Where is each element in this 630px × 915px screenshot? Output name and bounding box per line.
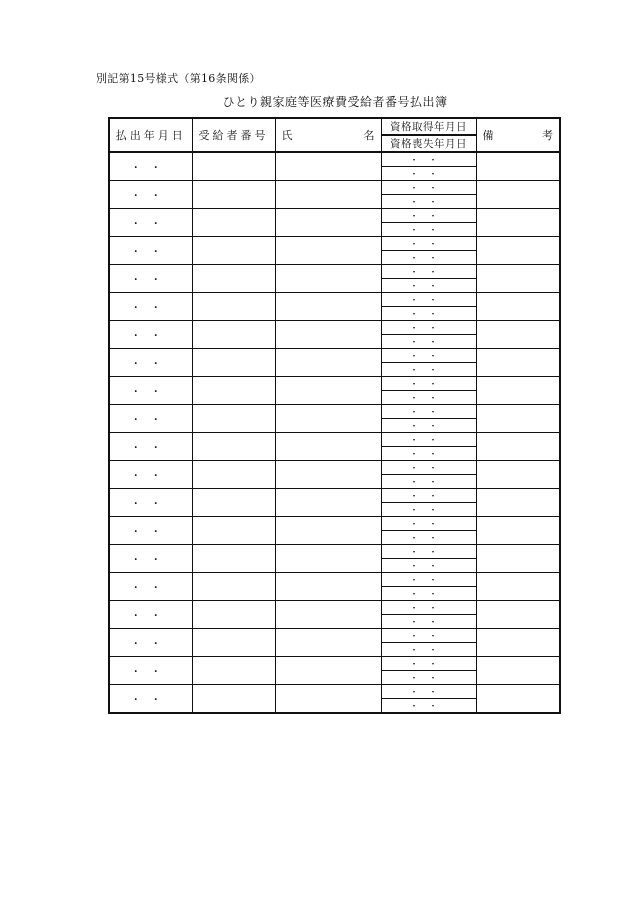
- recipient-number-cell: [192, 601, 275, 629]
- header-remarks-left: 備: [482, 129, 494, 142]
- qualification-acquired-cell: ・・: [381, 293, 476, 307]
- qualification-acquired-cell: ・・: [381, 265, 476, 279]
- payout-date-cell: ・・: [109, 377, 192, 405]
- payout-date-cell: ・・: [109, 489, 192, 517]
- header-row-top: [109, 118, 560, 135]
- name-cell: [275, 181, 381, 209]
- ledger-entry-row-top: [109, 629, 560, 643]
- name-cell: [275, 545, 381, 573]
- remarks-cell: [476, 685, 560, 714]
- qualification-lost-cell: ・・: [381, 363, 476, 377]
- qualification-acquired-cell: ・・: [381, 657, 476, 671]
- remarks-cell: [476, 629, 560, 657]
- ledger-entry-row-top: [109, 181, 560, 195]
- payout-date-cell: ・・: [109, 433, 192, 461]
- recipient-number-cell: [192, 152, 275, 181]
- qualification-lost-cell: ・・: [381, 559, 476, 573]
- qualification-lost-cell: ・・: [381, 419, 476, 433]
- ledger-body: [109, 152, 560, 713]
- remarks-cell: [476, 349, 560, 377]
- recipient-number-cell: [192, 237, 275, 265]
- recipient-number-cell: [192, 461, 275, 489]
- header-qualification-lost: 資格喪失年月日: [381, 135, 476, 152]
- qualification-acquired-cell: ・・: [381, 377, 476, 391]
- ledger-entry-row-top: [109, 349, 560, 363]
- payout-date-cell: ・・: [109, 601, 192, 629]
- qualification-lost-cell: ・・: [381, 251, 476, 265]
- header-payout-date: 払出年月日: [109, 118, 192, 152]
- header-remarks-right: 考: [542, 129, 553, 142]
- qualification-acquired-cell: ・・: [381, 461, 476, 475]
- qualification-lost-cell: ・・: [381, 503, 476, 517]
- recipient-number-cell: [192, 265, 275, 293]
- recipient-number-cell: [192, 349, 275, 377]
- name-cell: [275, 489, 381, 517]
- name-cell: [275, 209, 381, 237]
- recipient-number-cell: [192, 629, 275, 657]
- remarks-cell: [476, 601, 560, 629]
- qualification-lost-cell: ・・: [381, 643, 476, 657]
- payout-date-cell: ・・: [109, 517, 192, 545]
- qualification-lost-cell: ・・: [381, 699, 476, 714]
- name-cell: [275, 433, 381, 461]
- payout-date-cell: ・・: [109, 321, 192, 349]
- payout-ledger-table: [108, 117, 561, 714]
- recipient-number-cell: [192, 209, 275, 237]
- remarks-cell: [476, 321, 560, 349]
- name-cell: [275, 601, 381, 629]
- qualification-acquired-cell: ・・: [381, 209, 476, 223]
- remarks-cell: [476, 489, 560, 517]
- ledger-entry-row-top: [109, 461, 560, 475]
- name-cell: [275, 657, 381, 685]
- header-recipient-number: 受給者番号: [192, 118, 275, 152]
- remarks-cell: [476, 152, 560, 181]
- ledger-entry-row-top: [109, 573, 560, 587]
- recipient-number-cell: [192, 573, 275, 601]
- remarks-cell: [476, 433, 560, 461]
- qualification-acquired-cell: ・・: [381, 433, 476, 447]
- qualification-lost-cell: ・・: [381, 447, 476, 461]
- qualification-lost-cell: ・・: [381, 531, 476, 545]
- qualification-acquired-cell: ・・: [381, 573, 476, 587]
- payout-date-cell: ・・: [109, 657, 192, 685]
- qualification-acquired-cell: ・・: [381, 489, 476, 503]
- recipient-number-cell: [192, 545, 275, 573]
- remarks-cell: [476, 265, 560, 293]
- qualification-lost-cell: ・・: [381, 587, 476, 601]
- remarks-cell: [476, 461, 560, 489]
- name-cell: [275, 265, 381, 293]
- name-cell: [275, 517, 381, 545]
- qualification-lost-cell: ・・: [381, 391, 476, 405]
- recipient-number-cell: [192, 489, 275, 517]
- payout-date-cell: ・・: [109, 685, 192, 714]
- header-name-left: 氏: [281, 129, 293, 142]
- name-cell: [275, 685, 381, 714]
- qualification-lost-cell: ・・: [381, 223, 476, 237]
- recipient-number-cell: [192, 685, 275, 714]
- payout-date-cell: ・・: [109, 181, 192, 209]
- payout-date-cell: ・・: [109, 237, 192, 265]
- qualification-acquired-cell: ・・: [381, 601, 476, 615]
- recipient-number-cell: [192, 433, 275, 461]
- qualification-acquired-cell: ・・: [381, 517, 476, 531]
- name-cell: [275, 152, 381, 181]
- ledger-entry-row-top: [109, 489, 560, 503]
- qualification-lost-cell: ・・: [381, 475, 476, 489]
- qualification-acquired-cell: ・・: [381, 685, 476, 699]
- ledger-entry-row-top: [109, 377, 560, 391]
- payout-date-cell: ・・: [109, 293, 192, 321]
- qualification-lost-cell: ・・: [381, 671, 476, 685]
- name-cell: [275, 293, 381, 321]
- remarks-cell: [476, 573, 560, 601]
- qualification-lost-cell: ・・: [381, 195, 476, 209]
- document-title: ひとり親家庭等医療費受給者番号払出簿: [222, 95, 448, 109]
- header-name-right: 名: [363, 129, 375, 142]
- name-cell: [275, 461, 381, 489]
- qualification-acquired-cell: ・・: [381, 349, 476, 363]
- qualification-lost-cell: ・・: [381, 279, 476, 293]
- ledger-entry-row-top: [109, 601, 560, 615]
- payout-date-cell: ・・: [109, 152, 192, 181]
- remarks-cell: [476, 181, 560, 209]
- form-reference: 別記第15号様式（第16条関係）: [96, 72, 261, 85]
- header-name: [275, 118, 381, 152]
- qualification-lost-cell: ・・: [381, 307, 476, 321]
- name-cell: [275, 405, 381, 433]
- ledger-entry-row-top: [109, 517, 560, 531]
- name-cell: [275, 629, 381, 657]
- ledger-entry-row-top: [109, 293, 560, 307]
- remarks-cell: [476, 657, 560, 685]
- name-cell: [275, 321, 381, 349]
- header-remarks: [476, 118, 560, 152]
- payout-date-cell: ・・: [109, 265, 192, 293]
- remarks-cell: [476, 545, 560, 573]
- payout-date-cell: ・・: [109, 405, 192, 433]
- ledger-entry-row-top: [109, 152, 560, 167]
- qualification-acquired-cell: ・・: [381, 237, 476, 251]
- remarks-cell: [476, 405, 560, 433]
- payout-date-cell: ・・: [109, 209, 192, 237]
- remarks-cell: [476, 377, 560, 405]
- remarks-cell: [476, 517, 560, 545]
- qualification-acquired-cell: ・・: [381, 629, 476, 643]
- name-cell: [275, 573, 381, 601]
- recipient-number-cell: [192, 405, 275, 433]
- qualification-acquired-cell: ・・: [381, 405, 476, 419]
- payout-date-cell: ・・: [109, 461, 192, 489]
- qualification-acquired-cell: ・・: [381, 321, 476, 335]
- recipient-number-cell: [192, 377, 275, 405]
- header-qualification-acquired: 資格取得年月日: [381, 118, 476, 135]
- remarks-cell: [476, 209, 560, 237]
- ledger-entry-row-top: [109, 209, 560, 223]
- qualification-lost-cell: ・・: [381, 615, 476, 629]
- ledger-entry-row-top: [109, 657, 560, 671]
- ledger-entry-row-top: [109, 685, 560, 699]
- ledger-entry-row-top: [109, 545, 560, 559]
- payout-date-cell: ・・: [109, 573, 192, 601]
- ledger-entry-row-top: [109, 265, 560, 279]
- remarks-cell: [476, 293, 560, 321]
- ledger-entry-row-top: [109, 433, 560, 447]
- name-cell: [275, 349, 381, 377]
- qualification-acquired-cell: ・・: [381, 545, 476, 559]
- payout-date-cell: ・・: [109, 629, 192, 657]
- recipient-number-cell: [192, 181, 275, 209]
- ledger-entry-row-top: [109, 405, 560, 419]
- name-cell: [275, 237, 381, 265]
- remarks-cell: [476, 237, 560, 265]
- payout-date-cell: ・・: [109, 545, 192, 573]
- ledger-entry-row-top: [109, 237, 560, 251]
- name-cell: [275, 377, 381, 405]
- qualification-lost-cell: ・・: [381, 335, 476, 349]
- recipient-number-cell: [192, 293, 275, 321]
- recipient-number-cell: [192, 517, 275, 545]
- payout-date-cell: ・・: [109, 349, 192, 377]
- qualification-acquired-cell: ・・: [381, 152, 476, 167]
- qualification-acquired-cell: ・・: [381, 181, 476, 195]
- recipient-number-cell: [192, 657, 275, 685]
- ledger-entry-row-top: [109, 321, 560, 335]
- recipient-number-cell: [192, 321, 275, 349]
- qualification-lost-cell: ・・: [381, 167, 476, 181]
